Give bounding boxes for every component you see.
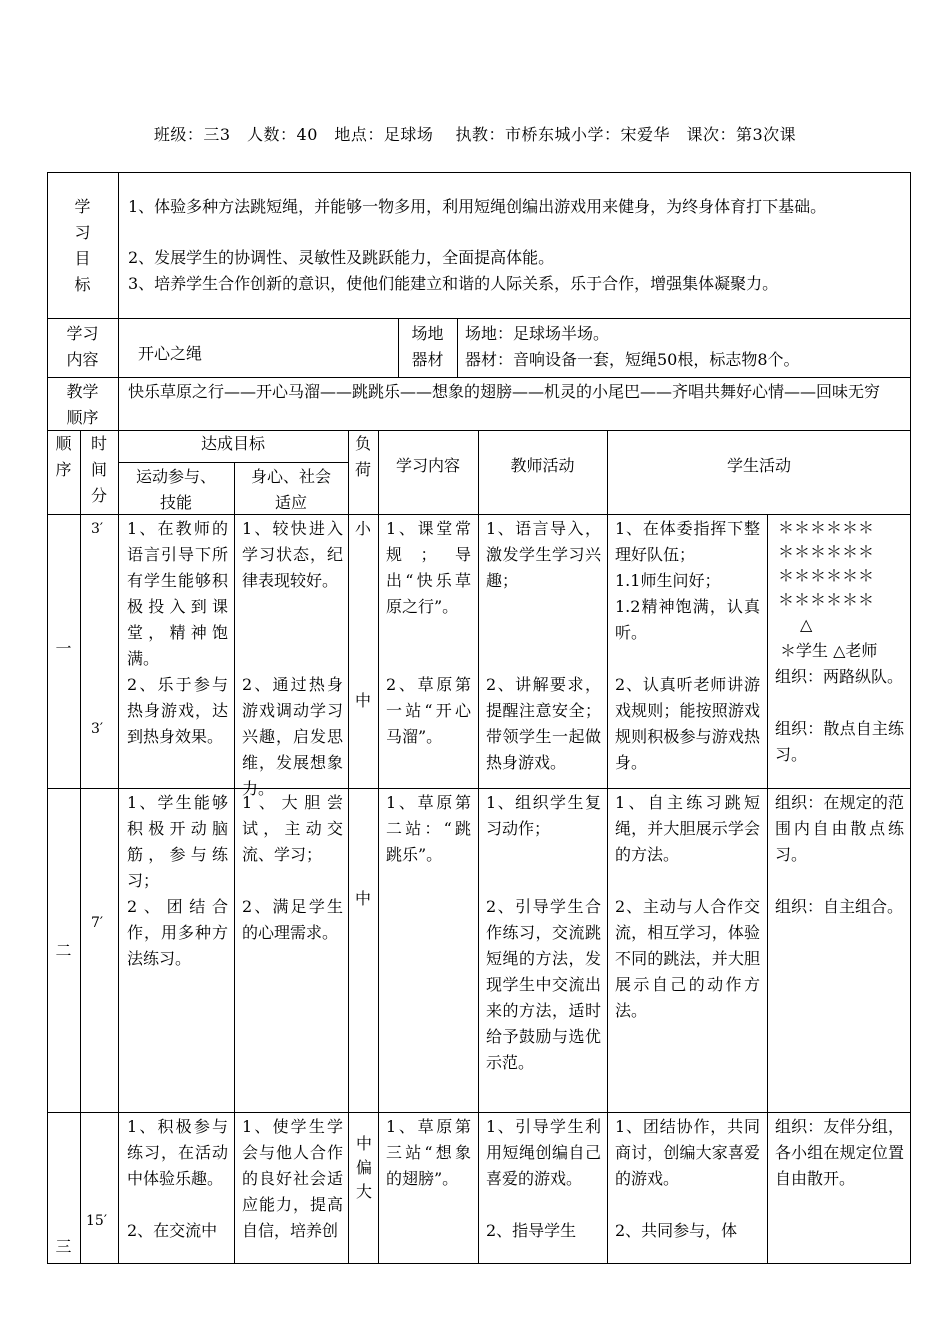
content-label: 学习 内容 xyxy=(66,324,99,369)
section-2-organization: 组织：在规定的范围内自由散点练习。 组织：自主组合。 xyxy=(775,793,904,916)
row-rule xyxy=(47,788,911,789)
col-student: 学生活动 xyxy=(726,456,791,475)
row-rule xyxy=(47,318,911,319)
formation-legend: ＊学生 △老师 xyxy=(780,641,878,660)
row-rule xyxy=(47,1112,911,1113)
col-rule xyxy=(607,430,608,1264)
section-1-load-1: 小 xyxy=(354,519,371,538)
section-3-time: 15′ xyxy=(86,1213,107,1229)
section-2-teacher: 1、组织学生复习动作； 2、引导学生合作练习，交流跳短绳的方法，发现学生中交流出来的方法，适时给予鼓励与选优示范。 xyxy=(486,793,601,1072)
subheader-rule xyxy=(118,462,348,463)
section-2-motor: 1、学生能够积极开动脑筋，参与练习； 2、团结合作，用多种方法练习。 xyxy=(127,793,228,968)
col-rule xyxy=(348,430,349,1264)
section-2-social: 1、大胆尝试，主动交流、学习； 2、满足学生的心理需求。 xyxy=(242,793,343,942)
section-1-teacher: 1、语言导入，激发学生学习兴趣； 2、讲解要求，提醒注意安全；带领学生一起做热身游戏。 xyxy=(486,519,601,772)
section-2-order: 二 xyxy=(55,941,72,960)
objective-item-3: 3、培养学生合作创新的意识，使他们能建立和谐的人际关系，乐于合作，增强集体凝聚力。 xyxy=(128,274,779,293)
col-load: 负 荷 xyxy=(354,434,371,479)
formation-row: ＊＊＊＊＊＊ xyxy=(778,518,875,537)
col-rule xyxy=(478,430,479,1264)
section-1-social: 1、较快进入学习状态，纪律表现较好。 2、通过热身游戏调动学习兴趣，启发思维，发展想象力。 xyxy=(242,519,343,798)
lesson-header: 班级：三3 人数：40 地点：足球场 执教：市桥东城小学：宋爱华 课次：第3次课 xyxy=(153,125,797,144)
section-1-time-2: 3′ xyxy=(90,721,104,737)
section-1-organization: 组织：两路纵队。 组织：散点自主练习。 xyxy=(775,667,904,764)
section-1-order: 一 xyxy=(55,639,72,658)
section-3-organization: 组织：友伴分组，各小组在规定位置自由散开。 xyxy=(775,1117,904,1188)
section-2-load: 中 xyxy=(354,889,371,908)
objective-item-1: 1、体验多种方法跳短绳，并能够一物多用，利用短绳创编出游戏用来健身，为终身体育打下基础。 xyxy=(128,197,827,216)
section-1-content: 1、课堂常规；导出“快乐草原之行”。 2、草原第一站“开心马溜”。 xyxy=(386,519,471,746)
col-teacher: 教师活动 xyxy=(510,456,575,475)
section-1-motor: 1、在教师的语言引导下所有学生能够积极投入到课堂，精神饱满。 2、乐于参与热身游戏，达到热身效果。 xyxy=(127,519,228,746)
formation-row: ＊＊＊＊＊＊ xyxy=(778,542,875,561)
col-rule xyxy=(378,430,379,1264)
col-time: 时 间 分 xyxy=(90,434,107,505)
section-1-time-1: 3′ xyxy=(90,521,104,537)
col-motor: 运动参与、 技能 xyxy=(135,467,216,512)
col-social: 身心、社会 适应 xyxy=(250,467,331,512)
section-2-time: 7′ xyxy=(90,915,104,931)
section-3-order: 三 xyxy=(55,1237,72,1256)
venue-label: 场地 器材 xyxy=(411,324,444,369)
section-3-motor: 1、积极参与练习，在活动中体验乐趣。 2、在交流中 xyxy=(127,1117,228,1240)
section-3-teacher: 1、引导学生利用短绳创编自己喜爱的游戏。 2、指导学生 xyxy=(486,1117,601,1240)
section-1-student: 1、在体委指挥下整理好队伍； 1.1师生问好； 1.2精神饱满，认真听。 2、认真听老师讲游戏规则；能按照游戏规则积极参与游戏热身。 xyxy=(615,519,760,772)
col-rule xyxy=(234,462,235,1264)
objectives-label: 学 习 目 标 xyxy=(74,197,91,294)
section-1-load-2: 中 xyxy=(354,691,371,710)
teacher-position-mark: △ xyxy=(800,615,813,634)
formation-row: ＊＊＊＊＊＊ xyxy=(778,566,875,585)
col-rule xyxy=(118,172,119,430)
section-3-student: 1、团结协作，共同商讨，创编大家喜爱的游戏。 2、共同参与，体 xyxy=(615,1117,760,1240)
formation-row: ＊＊＊＊＊＊ xyxy=(778,590,875,609)
col-content: 学习内容 xyxy=(395,456,460,475)
col-rule xyxy=(80,430,81,1264)
objective-item-2: 2、发展学生的协调性、灵敏性及跳跃能力，全面提高体能。 xyxy=(128,248,555,267)
sequence-label: 教学 顺序 xyxy=(66,382,99,427)
col-rule xyxy=(457,318,458,377)
row-rule xyxy=(47,377,911,378)
section-3-load: 中偏大 xyxy=(356,1134,373,1201)
equipment-text: 器材：音响设备一套，短绳50根，标志物8个。 xyxy=(465,350,800,369)
col-rule xyxy=(767,514,768,1264)
section-2-student: 1、自主练习跳短绳，并大胆展示学会的方法。 2、主动与人合作交流，相互学习，体验不同的跳法，并大胆展示自己的动作方法。 xyxy=(615,793,760,1020)
section-3-content: 1、草原第三站“想象的翅膀”。 xyxy=(386,1117,471,1188)
section-2-content: 1、草原第二站：“跳跳乐”。 xyxy=(386,793,471,864)
col-order: 顺 序 xyxy=(55,434,72,479)
sequence-text: 快乐草原之行——开心马溜——跳跳乐——想象的翅膀——机灵的小尾巴——齐唱共舞好心情——回味无穷 xyxy=(128,382,881,401)
col-goals: 达成目标 xyxy=(200,434,265,453)
venue-text: 场地：足球场半场。 xyxy=(465,324,610,343)
content-value: 开心之绳 xyxy=(138,344,203,363)
section-3-social: 1、使学生学会与他人合作的良好社会适应能力，提高自信，培养创 xyxy=(242,1117,343,1240)
col-rule xyxy=(118,430,119,1264)
